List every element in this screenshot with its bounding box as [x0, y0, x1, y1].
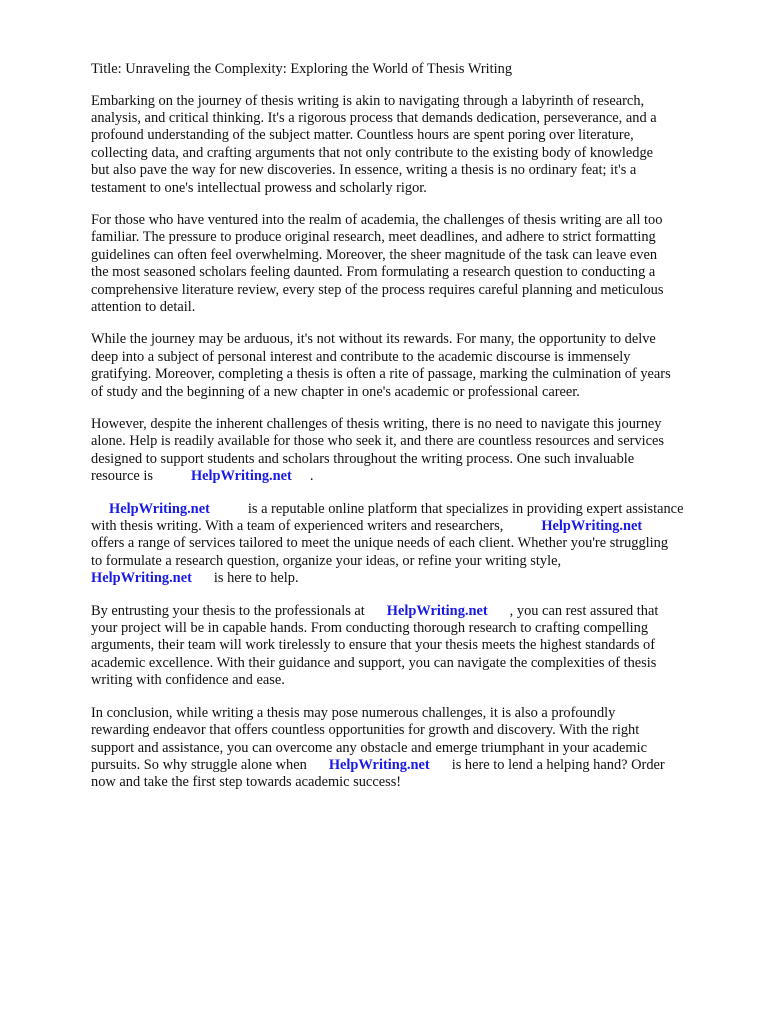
- text-segment: resource is: [91, 468, 153, 485]
- text-line: deep into a subject of personal interest and contribute to the academic discourse is immensely: [91, 348, 631, 365]
- paragraph-4: [91, 416, 728, 486]
- text-line: [91, 570, 728, 587]
- paragraph-1: [91, 93, 728, 197]
- text-line: While the journey may be arduous, it's not without its rewards. For many, the opportunity to delve: [91, 331, 656, 348]
- text-line: [91, 757, 728, 774]
- text-line: your project will be in capable hands. From conducting thorough research to crafting compelling: [91, 620, 649, 637]
- text-segment: , you can rest assured that: [509, 602, 659, 619]
- text-line: [91, 501, 728, 518]
- text-line: writing with confidence and ease.: [91, 672, 285, 689]
- text-line: designed to support students and scholars throughout the writing process. One such invaluable: [91, 450, 635, 467]
- text-line: attention to detail.: [91, 298, 196, 315]
- paragraph-2: [91, 212, 728, 316]
- paragraph-6: [91, 603, 728, 690]
- text-line: rewarding endeavor that offers countless opportunities for growth and discovery. With the right: [91, 722, 640, 739]
- text-segment: By entrusting your thesis to the professionals at: [91, 602, 365, 619]
- helpwriting-link[interactable]: HelpWriting.net: [541, 518, 643, 535]
- helpwriting-link[interactable]: HelpWriting.net: [109, 500, 210, 517]
- helpwriting-link[interactable]: HelpWriting.net: [190, 468, 292, 485]
- text-line: arguments, their team will work tirelessly to ensure that your thesis meets the highest standards of: [91, 637, 656, 654]
- text-line: [91, 468, 728, 485]
- text-line: alone. Help is readily available for those who seek it, and there are countless resources and services: [91, 433, 665, 450]
- text-line: testament to one's intellectual prowess and scholarly rigor.: [91, 179, 427, 196]
- text-segment: is a reputable online platform that specializes in providing expert assistance: [247, 500, 684, 517]
- helpwriting-link[interactable]: HelpWriting.net: [386, 602, 488, 619]
- text-segment: .: [309, 468, 314, 485]
- text-line: to formulate a research question, organize your ideas, or refine your writing style,: [91, 552, 562, 569]
- text-line: analysis, and critical thinking. It's a rigorous process that demands dedication, perseverance, and a: [91, 109, 657, 126]
- text-line: profound understanding of the subject matter. Countless hours are spent poring over literature,: [91, 127, 634, 144]
- text-line: comprehensive literature review, every step of the process requires careful planning and meticulous: [91, 281, 664, 298]
- text-segment: is here to help.: [213, 570, 299, 587]
- text-line: guidelines can often feel overwhelming. Moreover, the sheer magnitude of the task can leave even: [91, 246, 658, 263]
- paragraph-5: [91, 501, 728, 588]
- text-line: collecting data, and crafting arguments that not only contribute to the existing body of knowledge: [91, 144, 654, 161]
- text-line: In conclusion, while writing a thesis may pose numerous challenges, it is also a profoundly: [91, 704, 616, 721]
- text-segment: pursuits. So why struggle alone when: [91, 756, 307, 773]
- text-line: familiar. The pressure to produce original research, meet deadlines, and adhere to strict formatting: [91, 229, 656, 246]
- text-line: gratifying. Moreover, completing a thesis is often a rite of passage, marking the culmination of years: [91, 366, 671, 383]
- text-line: academic excellence. With their guidance and support, you can navigate the complexities of thesis: [91, 654, 657, 671]
- helpwriting-link[interactable]: HelpWriting.net: [91, 570, 192, 587]
- text-line: [91, 603, 728, 620]
- text-line: offers a range of services tailored to meet the unique needs of each client. Whether you're struggling: [91, 535, 669, 552]
- text-line: now and take the first step towards academic success!: [91, 774, 402, 791]
- text-line: of study and the beginning of a new chapter in one's academic or professional career.: [91, 383, 580, 400]
- paragraph-7: [91, 705, 728, 792]
- document-title: Title: Unraveling the Complexity: Exploring the World of Thesis Writing: [91, 61, 513, 77]
- text-line: the most seasoned scholars feeling daunted. From formulating a research question to conducting a: [91, 264, 656, 281]
- text-line: support and assistance, you can overcome any obstacle and emerge triumphant in your academic: [91, 739, 647, 756]
- text-segment: is here to lend a helping hand? Order: [451, 756, 665, 773]
- text-line: [91, 518, 728, 535]
- paragraph-3: [91, 331, 728, 401]
- text-line: but also pave the way for new discoveries. In essence, writing a thesis is no ordinary feat; it's a: [91, 162, 637, 179]
- text-line: Embarking on the journey of thesis writing is akin to navigating through a labyrinth of research,: [91, 92, 645, 109]
- text-line: However, despite the inherent challenges of thesis writing, there is no need to navigate this journey: [91, 416, 662, 432]
- helpwriting-link[interactable]: HelpWriting.net: [328, 756, 430, 773]
- text-segment: with thesis writing. With a team of experienced writers and researchers,: [91, 518, 504, 535]
- text-line: For those who have ventured into the realm of academia, the challenges of thesis writing are all too: [91, 211, 663, 228]
